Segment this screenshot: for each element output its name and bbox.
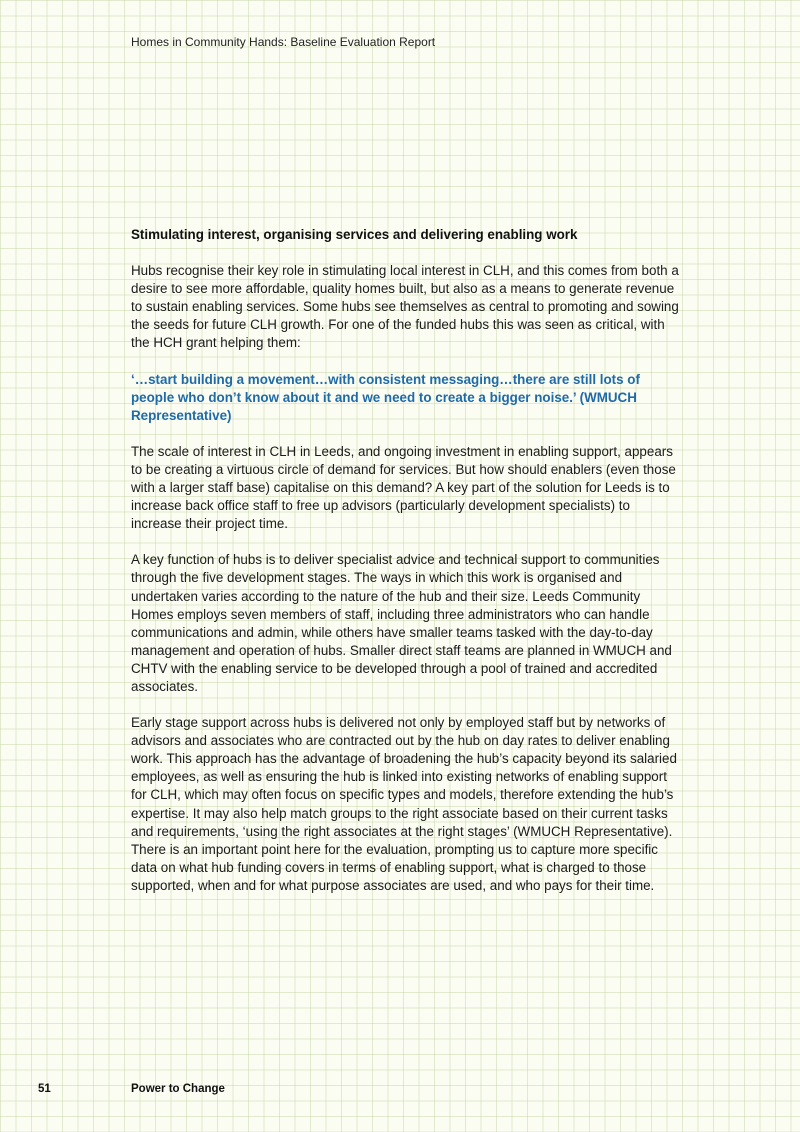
paragraph-4: Early stage support across hubs is delivered not only by employed staff but by networks of advisors and associates who are contracted out by the hub on day rates to deliver enabling work. This approach has the advantage of broadening the hub’s capacity beyond its salaried employees, as well as ensuring the hub is linked into existing networks of enabling support for CLH, which may often focus on specific types and models, therefore extending the hub’s expertise. It may also help match groups to the right associate based on their current tasks and requirements, ‘using the right associates at the right stages’ (WMUCH Representative). There is an important point here for the evaluation, prompting us to capture more specific data on what hub funding covers in terms of enabling support, what is charged to those supported, when and for what purpose associates are used, and who pays for their time. (131, 715, 677, 893)
paragraph-2: The scale of interest in CLH in Leeds, and ongoing investment in enabling support, appears to be creating a virtuous circle of demand for services. But how should enablers (even those with a larger staff base) capitalise on this demand? A key part of the solution for Leeds is to increase back office staff to free up advisors (particularly development specialists) to increase their project time. (131, 443, 676, 532)
page-number: 51 (38, 1083, 51, 1095)
pull-quote: ‘…start building a movement…with consistent messaging…there are still lots of people who don’t know about it and we need to create a bigger noise.’ (WMUCH Representative) (131, 371, 640, 423)
main-content (131, 226, 679, 913)
footer-brand: Power to Change (131, 1083, 225, 1095)
paragraph-3: A key function of hubs is to deliver specialist advice and technical support to communities through the five development stages. The ways in which this work is organised and undertaken varies according to the nature of the hub and their size. Leeds Community Homes employs seven members of staff, including three administrators who can handle communications and admin, while others have smaller teams tasked with the day-to-day management and operation of hubs. Smaller direct staff teams are planned in WMUCH and CHTV with the enabling service to be developed through a pool of trained and accredited associates. (131, 552, 672, 694)
section-heading: Stimulating interest, organising services and delivering enabling work (131, 227, 578, 242)
paragraph-1: Hubs recognise their key role in stimulating local interest in CLH, and this comes from both a desire to see more affordable, quality homes built, but also as a means to generate revenue to sustain enabling services. Some hubs see themselves as central to promoting and sowing the seeds for future CLH growth. For one of the funded hubs this was seen as critical, with the HCH grant helping them: (131, 263, 679, 351)
report-title-header: Homes in Community Hands: Baseline Evaluation Report (131, 35, 436, 49)
